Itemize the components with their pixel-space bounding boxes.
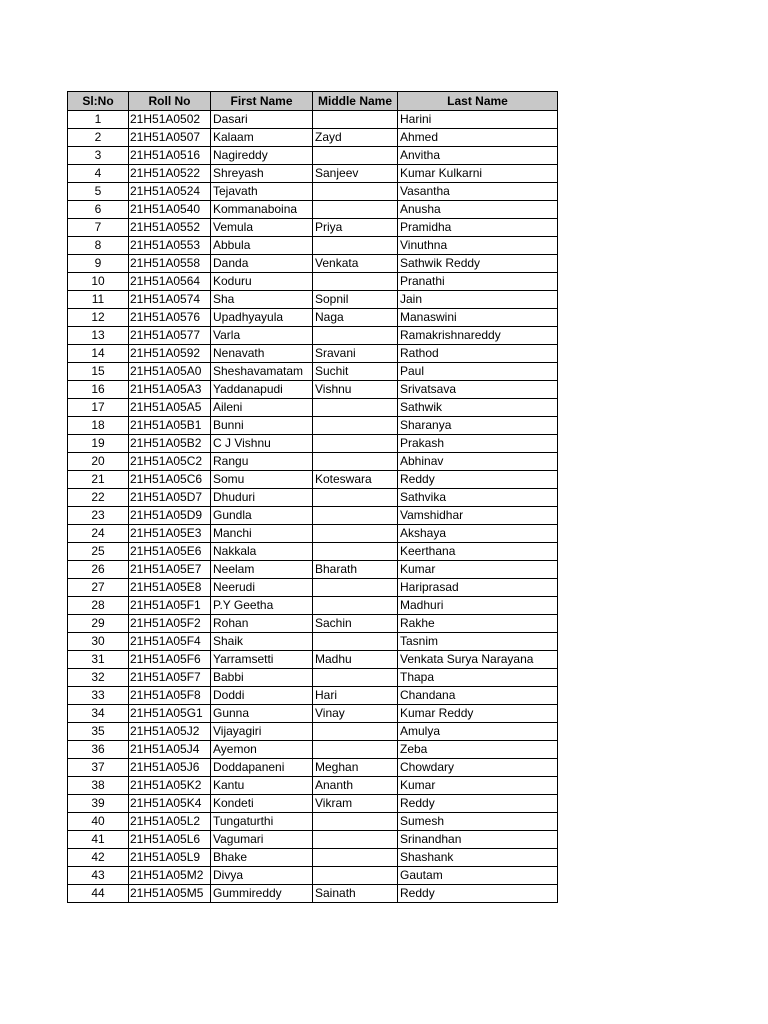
table-row xyxy=(68,327,558,345)
cell-sl-no: 11 xyxy=(68,291,129,309)
cell-middle-name xyxy=(313,543,398,561)
cell-roll-no: 21H51A0522 xyxy=(129,165,211,183)
cell-last-name: Sathwik Reddy xyxy=(398,255,558,273)
cell-sl-no: 1 xyxy=(68,111,129,129)
cell-first-name: Abbula xyxy=(211,237,313,255)
cell-sl-no: 43 xyxy=(68,867,129,885)
cell-first-name: Yaddanapudi xyxy=(211,381,313,399)
cell-sl-no: 12 xyxy=(68,309,129,327)
cell-sl-no: 35 xyxy=(68,723,129,741)
cell-roll-no: 21H51A0577 xyxy=(129,327,211,345)
cell-last-name: Madhuri xyxy=(398,597,558,615)
cell-sl-no: 22 xyxy=(68,489,129,507)
cell-middle-name xyxy=(313,147,398,165)
cell-middle-name xyxy=(313,435,398,453)
cell-last-name: Prakash xyxy=(398,435,558,453)
cell-middle-name: Meghan xyxy=(313,759,398,777)
cell-roll-no: 21H51A05B1 xyxy=(129,417,211,435)
table-row xyxy=(68,219,558,237)
cell-middle-name xyxy=(313,831,398,849)
cell-sl-no: 6 xyxy=(68,201,129,219)
cell-last-name: Tasnim xyxy=(398,633,558,651)
cell-last-name: Reddy xyxy=(398,795,558,813)
table-row xyxy=(68,687,558,705)
cell-roll-no: 21H51A0592 xyxy=(129,345,211,363)
cell-last-name: Ramakrishnareddy xyxy=(398,327,558,345)
cell-middle-name: Priya xyxy=(313,219,398,237)
cell-roll-no: 21H51A05F2 xyxy=(129,615,211,633)
cell-sl-no: 14 xyxy=(68,345,129,363)
cell-last-name: Rathod xyxy=(398,345,558,363)
cell-sl-no: 17 xyxy=(68,399,129,417)
cell-roll-no: 21H51A05J4 xyxy=(129,741,211,759)
cell-last-name: Sharanya xyxy=(398,417,558,435)
cell-middle-name xyxy=(313,579,398,597)
table-row xyxy=(68,255,558,273)
cell-middle-name: Zayd xyxy=(313,129,398,147)
cell-roll-no: 21H51A0524 xyxy=(129,183,211,201)
cell-sl-no: 19 xyxy=(68,435,129,453)
cell-sl-no: 23 xyxy=(68,507,129,525)
table-row xyxy=(68,669,558,687)
cell-middle-name xyxy=(313,327,398,345)
cell-middle-name: Suchit xyxy=(313,363,398,381)
cell-first-name: Nagireddy xyxy=(211,147,313,165)
cell-roll-no: 21H51A05K4 xyxy=(129,795,211,813)
cell-sl-no: 25 xyxy=(68,543,129,561)
cell-roll-no: 21H51A05F1 xyxy=(129,597,211,615)
cell-roll-no: 21H51A05L9 xyxy=(129,849,211,867)
cell-middle-name: Koteswara xyxy=(313,471,398,489)
table-row xyxy=(68,129,558,147)
cell-last-name: Akshaya xyxy=(398,525,558,543)
header-last-name: Last Name xyxy=(398,92,558,111)
cell-sl-no: 37 xyxy=(68,759,129,777)
cell-roll-no: 21H51A05E3 xyxy=(129,525,211,543)
cell-first-name: Rohan xyxy=(211,615,313,633)
cell-first-name: Dhuduri xyxy=(211,489,313,507)
cell-last-name: Venkata Surya Narayana xyxy=(398,651,558,669)
cell-sl-no: 29 xyxy=(68,615,129,633)
cell-middle-name xyxy=(313,453,398,471)
cell-middle-name xyxy=(313,849,398,867)
cell-first-name: Doddi xyxy=(211,687,313,705)
table-row xyxy=(68,849,558,867)
cell-roll-no: 21H51A05F8 xyxy=(129,687,211,705)
cell-roll-no: 21H51A0576 xyxy=(129,309,211,327)
cell-last-name: Pramidha xyxy=(398,219,558,237)
cell-roll-no: 21H51A05J2 xyxy=(129,723,211,741)
cell-middle-name: Vikram xyxy=(313,795,398,813)
cell-sl-no: 32 xyxy=(68,669,129,687)
cell-sl-no: 34 xyxy=(68,705,129,723)
cell-first-name: Doddapaneni xyxy=(211,759,313,777)
cell-last-name: Paul xyxy=(398,363,558,381)
cell-middle-name xyxy=(313,273,398,291)
cell-last-name: Kumar Kulkarni xyxy=(398,165,558,183)
cell-sl-no: 8 xyxy=(68,237,129,255)
cell-sl-no: 4 xyxy=(68,165,129,183)
cell-roll-no: 21H51A05A0 xyxy=(129,363,211,381)
header-sl-no: Sl:No xyxy=(68,92,129,111)
cell-first-name: Neelam xyxy=(211,561,313,579)
cell-last-name: Anusha xyxy=(398,201,558,219)
cell-roll-no: 21H51A0553 xyxy=(129,237,211,255)
cell-first-name: Upadhyayula xyxy=(211,309,313,327)
cell-sl-no: 31 xyxy=(68,651,129,669)
cell-roll-no: 21H51A05E8 xyxy=(129,579,211,597)
cell-first-name: Babbi xyxy=(211,669,313,687)
cell-first-name: Varla xyxy=(211,327,313,345)
cell-last-name: Sathwik xyxy=(398,399,558,417)
cell-first-name: Manchi xyxy=(211,525,313,543)
cell-middle-name xyxy=(313,597,398,615)
cell-roll-no: 21H51A05B2 xyxy=(129,435,211,453)
cell-first-name: C J Vishnu xyxy=(211,435,313,453)
cell-last-name: Kumar xyxy=(398,561,558,579)
cell-last-name: Pranathi xyxy=(398,273,558,291)
cell-last-name: Rakhe xyxy=(398,615,558,633)
cell-roll-no: 21H51A05D7 xyxy=(129,489,211,507)
cell-sl-no: 18 xyxy=(68,417,129,435)
cell-middle-name xyxy=(313,417,398,435)
cell-sl-no: 44 xyxy=(68,885,129,903)
cell-middle-name xyxy=(313,525,398,543)
cell-last-name: Srinandhan xyxy=(398,831,558,849)
cell-last-name: Thapa xyxy=(398,669,558,687)
cell-middle-name: Sainath xyxy=(313,885,398,903)
cell-middle-name: Venkata xyxy=(313,255,398,273)
cell-middle-name: Naga xyxy=(313,309,398,327)
cell-middle-name: Hari xyxy=(313,687,398,705)
cell-roll-no: 21H51A0552 xyxy=(129,219,211,237)
cell-roll-no: 21H51A05L2 xyxy=(129,813,211,831)
cell-middle-name xyxy=(313,813,398,831)
cell-first-name: Shreyash xyxy=(211,165,313,183)
cell-sl-no: 42 xyxy=(68,849,129,867)
cell-middle-name: Vinay xyxy=(313,705,398,723)
table-row xyxy=(68,435,558,453)
cell-first-name: Sheshavamatam xyxy=(211,363,313,381)
cell-first-name: Kondeti xyxy=(211,795,313,813)
header-middle-name: Middle Name xyxy=(313,92,398,111)
cell-last-name: Shashank xyxy=(398,849,558,867)
table-row xyxy=(68,615,558,633)
header-first-name: First Name xyxy=(211,92,313,111)
table-row xyxy=(68,723,558,741)
table-row xyxy=(68,633,558,651)
cell-first-name: Kantu xyxy=(211,777,313,795)
cell-sl-no: 26 xyxy=(68,561,129,579)
table-header xyxy=(68,92,558,111)
cell-first-name: Tejavath xyxy=(211,183,313,201)
cell-first-name: Vagumari xyxy=(211,831,313,849)
cell-first-name: Gundla xyxy=(211,507,313,525)
cell-middle-name: Sopnil xyxy=(313,291,398,309)
cell-first-name: Somu xyxy=(211,471,313,489)
table-row xyxy=(68,525,558,543)
cell-first-name: Danda xyxy=(211,255,313,273)
cell-roll-no: 21H51A0564 xyxy=(129,273,211,291)
table-row xyxy=(68,795,558,813)
cell-first-name: Vijayagiri xyxy=(211,723,313,741)
cell-roll-no: 21H51A0574 xyxy=(129,291,211,309)
cell-last-name: Reddy xyxy=(398,471,558,489)
table-row xyxy=(68,813,558,831)
cell-sl-no: 21 xyxy=(68,471,129,489)
cell-middle-name xyxy=(313,237,398,255)
table-row xyxy=(68,201,558,219)
cell-middle-name: Ananth xyxy=(313,777,398,795)
cell-middle-name: Sachin xyxy=(313,615,398,633)
cell-roll-no: 21H51A0507 xyxy=(129,129,211,147)
cell-sl-no: 5 xyxy=(68,183,129,201)
table-row xyxy=(68,489,558,507)
cell-middle-name xyxy=(313,633,398,651)
cell-sl-no: 2 xyxy=(68,129,129,147)
cell-sl-no: 24 xyxy=(68,525,129,543)
cell-sl-no: 38 xyxy=(68,777,129,795)
cell-first-name: Koduru xyxy=(211,273,313,291)
cell-first-name: Tungaturthi xyxy=(211,813,313,831)
cell-first-name: Gummireddy xyxy=(211,885,313,903)
cell-middle-name xyxy=(313,183,398,201)
cell-last-name: Abhinav xyxy=(398,453,558,471)
cell-first-name: Kalaam xyxy=(211,129,313,147)
cell-roll-no: 21H51A05F4 xyxy=(129,633,211,651)
cell-last-name: Srivatsava xyxy=(398,381,558,399)
cell-last-name: Kumar Reddy xyxy=(398,705,558,723)
header-row xyxy=(68,92,558,111)
cell-first-name: Shaik xyxy=(211,633,313,651)
cell-sl-no: 15 xyxy=(68,363,129,381)
table-row xyxy=(68,543,558,561)
cell-last-name: Manaswini xyxy=(398,309,558,327)
cell-middle-name xyxy=(313,489,398,507)
cell-roll-no: 21H51A05C2 xyxy=(129,453,211,471)
table-row xyxy=(68,309,558,327)
cell-roll-no: 21H51A05G1 xyxy=(129,705,211,723)
table-row xyxy=(68,291,558,309)
cell-sl-no: 39 xyxy=(68,795,129,813)
cell-last-name: Amulya xyxy=(398,723,558,741)
cell-middle-name xyxy=(313,669,398,687)
cell-first-name: Vemula xyxy=(211,219,313,237)
cell-first-name: Rangu xyxy=(211,453,313,471)
table-row xyxy=(68,399,558,417)
cell-sl-no: 16 xyxy=(68,381,129,399)
cell-roll-no: 21H51A05E7 xyxy=(129,561,211,579)
cell-last-name: Kumar xyxy=(398,777,558,795)
cell-roll-no: 21H51A05J6 xyxy=(129,759,211,777)
cell-first-name: Dasari xyxy=(211,111,313,129)
cell-sl-no: 28 xyxy=(68,597,129,615)
cell-roll-no: 21H51A05A5 xyxy=(129,399,211,417)
table-row xyxy=(68,597,558,615)
cell-first-name: Divya xyxy=(211,867,313,885)
cell-first-name: Sha xyxy=(211,291,313,309)
table-row xyxy=(68,885,558,903)
cell-first-name: Bhake xyxy=(211,849,313,867)
table-row xyxy=(68,165,558,183)
table-row xyxy=(68,705,558,723)
cell-first-name: Nenavath xyxy=(211,345,313,363)
cell-last-name: Chowdary xyxy=(398,759,558,777)
cell-last-name: Vasantha xyxy=(398,183,558,201)
cell-middle-name xyxy=(313,867,398,885)
cell-sl-no: 9 xyxy=(68,255,129,273)
cell-last-name: Vamshidhar xyxy=(398,507,558,525)
cell-roll-no: 21H51A0558 xyxy=(129,255,211,273)
cell-first-name: P.Y Geetha xyxy=(211,597,313,615)
cell-roll-no: 21H51A05L6 xyxy=(129,831,211,849)
cell-middle-name: Sravani xyxy=(313,345,398,363)
table-row xyxy=(68,741,558,759)
cell-middle-name xyxy=(313,507,398,525)
cell-first-name: Gunna xyxy=(211,705,313,723)
table-row xyxy=(68,183,558,201)
cell-last-name: Vinuthna xyxy=(398,237,558,255)
table-row xyxy=(68,417,558,435)
table-row xyxy=(68,561,558,579)
table-row xyxy=(68,759,558,777)
header-roll-no: Roll No xyxy=(129,92,211,111)
table-row xyxy=(68,867,558,885)
cell-middle-name xyxy=(313,399,398,417)
cell-middle-name: Madhu xyxy=(313,651,398,669)
cell-roll-no: 21H51A05M5 xyxy=(129,885,211,903)
table-row xyxy=(68,453,558,471)
cell-roll-no: 21H51A05F7 xyxy=(129,669,211,687)
cell-last-name: Hariprasad xyxy=(398,579,558,597)
table-row xyxy=(68,777,558,795)
table-row xyxy=(68,381,558,399)
cell-first-name: Aileni xyxy=(211,399,313,417)
cell-sl-no: 30 xyxy=(68,633,129,651)
table-body xyxy=(68,111,558,903)
cell-middle-name: Bharath xyxy=(313,561,398,579)
student-list-table xyxy=(67,91,558,903)
table-row xyxy=(68,363,558,381)
cell-sl-no: 33 xyxy=(68,687,129,705)
cell-roll-no: 21H51A05M2 xyxy=(129,867,211,885)
cell-sl-no: 40 xyxy=(68,813,129,831)
cell-middle-name xyxy=(313,741,398,759)
cell-roll-no: 21H51A05C6 xyxy=(129,471,211,489)
cell-sl-no: 20 xyxy=(68,453,129,471)
cell-sl-no: 13 xyxy=(68,327,129,345)
cell-last-name: Anvitha xyxy=(398,147,558,165)
cell-roll-no: 21H51A05A3 xyxy=(129,381,211,399)
cell-roll-no: 21H51A05K2 xyxy=(129,777,211,795)
cell-roll-no: 21H51A0516 xyxy=(129,147,211,165)
cell-last-name: Gautam xyxy=(398,867,558,885)
cell-last-name: Sathvika xyxy=(398,489,558,507)
cell-last-name: Jain xyxy=(398,291,558,309)
cell-first-name: Nakkala xyxy=(211,543,313,561)
cell-last-name: Sumesh xyxy=(398,813,558,831)
table-row xyxy=(68,273,558,291)
cell-last-name: Keerthana xyxy=(398,543,558,561)
table-row xyxy=(68,111,558,129)
table-row xyxy=(68,471,558,489)
table-row xyxy=(68,579,558,597)
cell-middle-name: Vishnu xyxy=(313,381,398,399)
cell-roll-no: 21H51A05F6 xyxy=(129,651,211,669)
cell-sl-no: 27 xyxy=(68,579,129,597)
cell-middle-name xyxy=(313,201,398,219)
cell-last-name: Zeba xyxy=(398,741,558,759)
cell-middle-name xyxy=(313,111,398,129)
table-row xyxy=(68,507,558,525)
cell-last-name: Chandana xyxy=(398,687,558,705)
cell-first-name: Ayemon xyxy=(211,741,313,759)
cell-middle-name: Sanjeev xyxy=(313,165,398,183)
cell-first-name: Kommanaboina xyxy=(211,201,313,219)
table-row xyxy=(68,345,558,363)
cell-first-name: Bunni xyxy=(211,417,313,435)
cell-first-name: Neerudi xyxy=(211,579,313,597)
table-row xyxy=(68,147,558,165)
cell-sl-no: 10 xyxy=(68,273,129,291)
table-row xyxy=(68,237,558,255)
cell-middle-name xyxy=(313,723,398,741)
cell-roll-no: 21H51A05D9 xyxy=(129,507,211,525)
cell-sl-no: 41 xyxy=(68,831,129,849)
cell-last-name: Harini xyxy=(398,111,558,129)
cell-sl-no: 3 xyxy=(68,147,129,165)
cell-last-name: Ahmed xyxy=(398,129,558,147)
table-row xyxy=(68,651,558,669)
cell-last-name: Reddy xyxy=(398,885,558,903)
cell-first-name: Yarramsetti xyxy=(211,651,313,669)
cell-roll-no: 21H51A05E6 xyxy=(129,543,211,561)
cell-roll-no: 21H51A0502 xyxy=(129,111,211,129)
cell-sl-no: 36 xyxy=(68,741,129,759)
table-row xyxy=(68,831,558,849)
cell-roll-no: 21H51A0540 xyxy=(129,201,211,219)
cell-sl-no: 7 xyxy=(68,219,129,237)
